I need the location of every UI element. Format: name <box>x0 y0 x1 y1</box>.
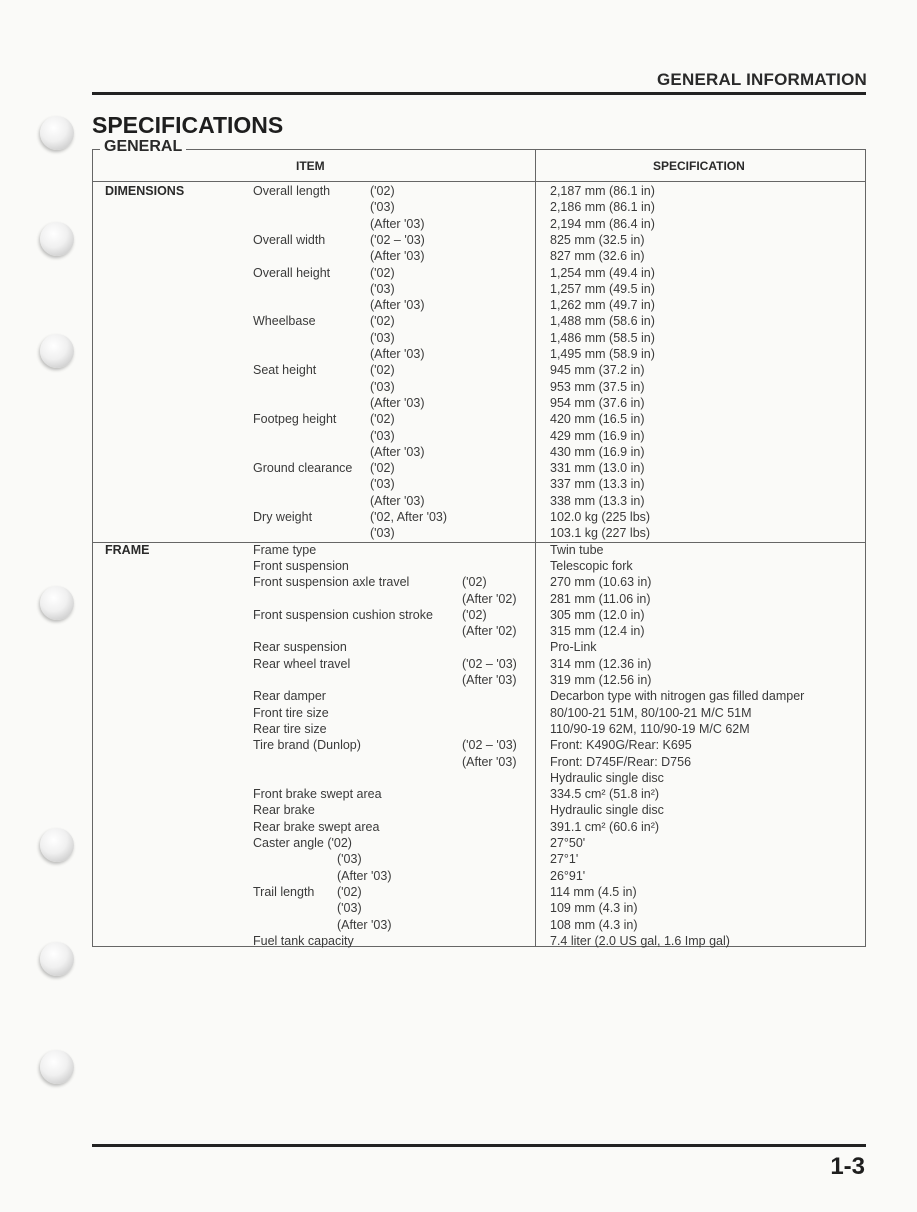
binder-hole <box>40 222 74 256</box>
row-spec: 334.5 cm² (51.8 in²) <box>550 787 660 802</box>
header-rule <box>92 92 866 95</box>
row-spec: 430 mm (16.9 in) <box>550 444 645 459</box>
row-spec: 26°91' <box>550 868 586 883</box>
row-item: Rear brake <box>253 803 315 818</box>
row-item: Footpeg height <box>253 412 337 427</box>
row-spec: 108 mm (4.3 in) <box>550 917 638 932</box>
row-spec: 103.1 kg (227 lbs) <box>550 526 651 541</box>
row-variant: ('02) <box>462 575 487 590</box>
row-variant: ('02 – '03) <box>462 656 517 671</box>
row-variant: ('02) <box>370 184 395 198</box>
row-variant: (After '02) <box>462 591 517 606</box>
row-variant: ('02, After '03) <box>370 510 448 524</box>
row-item: Ground clearance <box>253 461 353 476</box>
row-variant: (After '03) <box>370 347 425 361</box>
row-variant: ('03) <box>337 852 362 867</box>
row-variant: (After '03) <box>370 249 425 264</box>
binder-hole <box>40 942 74 976</box>
row-spec: 1,254 mm (49.4 in) <box>550 265 655 280</box>
row-variant: (After '03) <box>337 917 392 932</box>
row-spec: 281 mm (11.06 in) <box>550 591 651 606</box>
row-item: Rear suspension <box>253 640 347 655</box>
column-divider <box>535 150 536 946</box>
column-header-item: ITEM <box>296 159 325 173</box>
page-title: SPECIFICATIONS <box>92 112 284 138</box>
group-divider <box>93 542 865 543</box>
spec-table <box>92 149 866 947</box>
row-item: Rear damper <box>253 689 326 704</box>
row-spec: 109 mm (4.3 in) <box>550 901 638 916</box>
row-item: Front brake swept area <box>253 787 382 802</box>
row-variant: ('02) <box>462 607 487 622</box>
row-spec: 331 mm (13.0 in) <box>550 461 645 476</box>
row-spec: 27°50' <box>550 836 586 850</box>
row-item: Dry weight <box>253 510 313 524</box>
column-header-specification: SPECIFICATION <box>653 159 745 173</box>
row-spec: 337 mm (13.3 in) <box>550 477 645 492</box>
row-variant: (After '03) <box>370 444 425 459</box>
row-spec: 270 mm (10.63 in) <box>550 575 652 590</box>
row-spec: 7.4 liter (2.0 US gal, 1.6 Imp gal) <box>550 933 730 948</box>
row-item: Trail length <box>253 884 315 899</box>
binder-hole <box>40 586 74 620</box>
row-spec: Twin tube <box>550 542 604 557</box>
row-spec: 1,488 mm (58.6 in) <box>550 314 655 329</box>
row-spec: 1,486 mm (58.5 in) <box>550 330 655 345</box>
row-spec: Telescopic fork <box>550 558 633 573</box>
row-variant: ('03) <box>370 330 395 345</box>
row-spec: 825 mm (32.5 in) <box>550 232 645 247</box>
row-item: Fuel tank capacity <box>253 933 354 948</box>
row-variant: ('03) <box>370 477 395 492</box>
row-spec: 1,262 mm (49.7 in) <box>550 298 655 313</box>
row-spec: 2,194 mm (86.4 in) <box>550 216 655 231</box>
row-spec: 114 mm (4.5 in) <box>550 884 637 899</box>
row-variant: (After '03) <box>462 673 517 687</box>
row-spec: Pro-Link <box>550 640 597 655</box>
row-variant: ('02) <box>337 884 362 899</box>
row-spec: Decarbon type with nitrogen gas filled damper <box>550 689 805 704</box>
row-item: Wheelbase <box>253 314 316 329</box>
row-spec: Front: K490G/Rear: K695 <box>550 738 692 753</box>
row-spec: 110/90-19 62M, 110/90-19 M/C 62M <box>550 721 750 736</box>
row-spec: 1,495 mm (58.9 in) <box>550 347 655 361</box>
row-spec: 80/100-21 51M, 80/100-21 M/C 51M <box>550 705 752 720</box>
row-item: Overall length <box>253 184 331 198</box>
row-item: Rear tire size <box>253 721 327 736</box>
row-item: Caster angle ('02) <box>253 836 352 850</box>
row-variant: ('02 – '03) <box>370 232 425 247</box>
row-spec: 945 mm (37.2 in) <box>550 363 645 378</box>
row-item: Rear brake swept area <box>253 819 380 834</box>
row-spec: 2,186 mm (86.1 in) <box>550 200 655 215</box>
row-item: Frame type <box>253 542 317 557</box>
row-variant: (After '03) <box>370 395 425 410</box>
row-variant: ('02) <box>370 461 395 476</box>
row-spec: 953 mm (37.5 in) <box>550 379 645 394</box>
row-variant: ('02) <box>370 412 395 427</box>
row-spec: 305 mm (12.0 in) <box>550 607 645 622</box>
row-item: Tire brand (Dunlop) <box>253 738 361 753</box>
row-variant: ('03) <box>370 526 395 541</box>
footer-rule <box>92 1144 866 1147</box>
row-variant: ('02) <box>370 314 395 329</box>
page-number: 1-3 <box>830 1153 865 1180</box>
row-item: Seat height <box>253 363 317 378</box>
row-spec: Front: D745F/Rear: D756 <box>550 754 692 769</box>
row-item: Overall height <box>253 265 331 280</box>
row-variant: ('02) <box>370 265 395 280</box>
row-item: Front suspension <box>253 558 349 573</box>
row-variant: (After '03) <box>370 493 425 508</box>
row-spec: 391.1 cm² (60.6 in²) <box>550 819 660 834</box>
row-spec: Hydraulic single disc <box>550 770 664 785</box>
row-spec: Hydraulic single disc <box>550 803 664 818</box>
row-item: Rear wheel travel <box>253 656 351 671</box>
binder-hole <box>40 828 74 862</box>
row-variant: (After '03) <box>370 216 425 231</box>
binder-hole <box>40 334 74 368</box>
row-variant: (After '02) <box>462 624 517 639</box>
row-variant: (After '03) <box>337 868 392 883</box>
binder-hole <box>40 1050 74 1084</box>
row-spec: 319 mm (12.56 in) <box>550 673 652 687</box>
row-item: Overall width <box>253 232 326 247</box>
row-variant: ('03) <box>370 281 395 296</box>
row-spec: 338 mm (13.3 in) <box>550 493 645 508</box>
row-item: Front tire size <box>253 705 329 720</box>
category-dimensions: DIMENSIONS <box>105 184 185 198</box>
row-spec: 429 mm (16.9 in) <box>550 428 645 443</box>
row-spec: 27°1' <box>550 852 579 867</box>
row-variant: (After '03) <box>462 754 517 769</box>
row-spec: 314 mm (12.36 in) <box>550 656 652 671</box>
header-title: GENERAL INFORMATION <box>657 70 867 89</box>
row-variant: (After '03) <box>370 298 425 313</box>
row-variant: ('03) <box>370 200 395 215</box>
row-spec: 102.0 kg (225 lbs) <box>550 510 651 524</box>
section-label: GENERAL <box>100 138 186 156</box>
row-spec: 827 mm (32.6 in) <box>550 249 645 264</box>
row-variant: ('02 – '03) <box>462 738 517 753</box>
category-frame: FRAME <box>105 543 150 557</box>
row-spec: 420 mm (16.5 in) <box>550 412 645 427</box>
row-variant: ('02) <box>370 363 395 378</box>
header-rule-line <box>93 181 865 182</box>
row-item: Front suspension axle travel <box>253 575 410 590</box>
row-spec: 1,257 mm (49.5 in) <box>550 281 655 296</box>
row-variant: ('03) <box>370 379 395 394</box>
row-item: Front suspension cushion stroke <box>253 607 433 622</box>
row-spec: 954 mm (37.6 in) <box>550 395 645 410</box>
row-variant: ('03) <box>337 901 362 916</box>
binder-hole <box>40 116 74 150</box>
row-spec: 2,187 mm (86.1 in) <box>550 184 655 198</box>
row-spec: 315 mm (12.4 in) <box>550 624 645 639</box>
row-variant: ('03) <box>370 428 395 443</box>
